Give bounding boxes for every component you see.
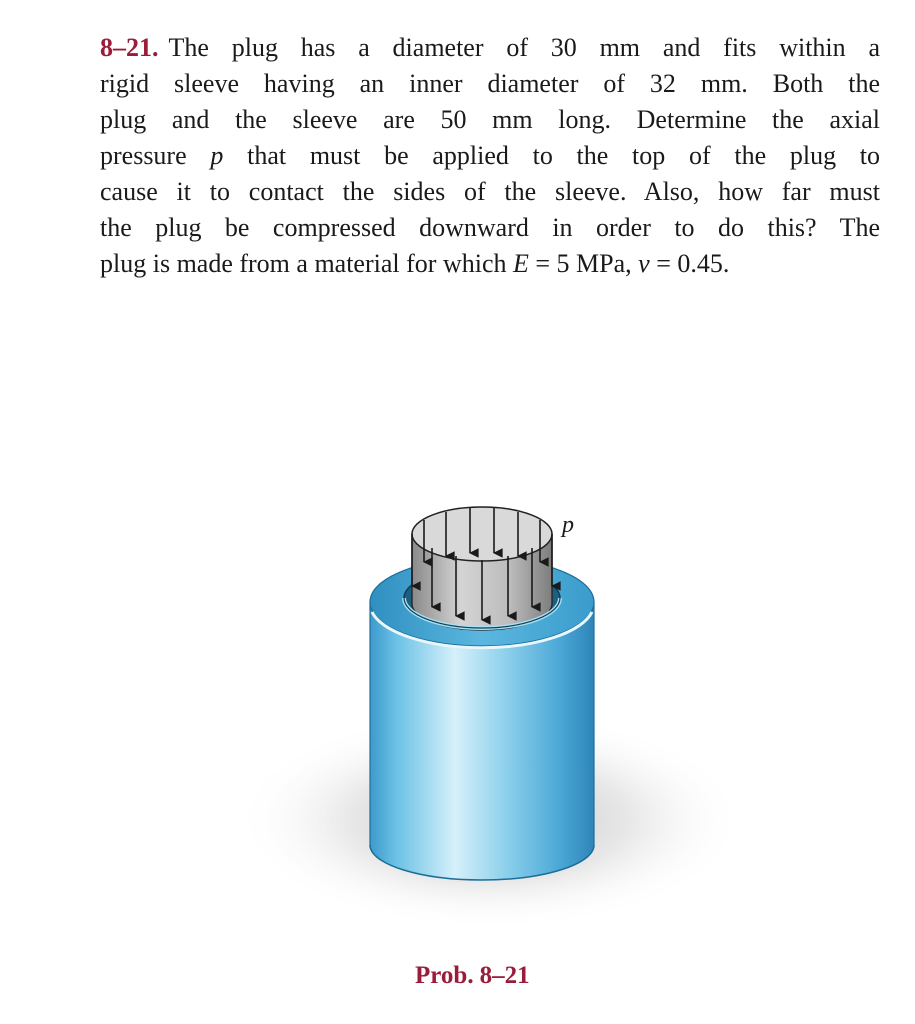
modulus-symbol: E: [512, 249, 529, 278]
pressure-label: p: [562, 512, 574, 538]
pressure-symbol: p: [210, 141, 224, 170]
poisson-value: = 0.45.: [649, 249, 730, 278]
poisson-symbol: ν: [638, 249, 650, 278]
problem-line-6: the plug be compressed downward in order to do this? The: [100, 213, 880, 242]
problem-line-2: rigid sleeve having an inner diameter of 32 mm. Both the: [100, 69, 880, 98]
problem-number: 8–21.: [100, 33, 159, 62]
problem-line-7: plug is made from a material for which E = 5 MPa, ν = 0.45.: [100, 249, 730, 278]
problem-line-3: plug and the sleeve are 50 mm long. Determine the axial: [100, 105, 880, 134]
problem-line-4: pressure p that must be applied to the top of the plug to: [100, 141, 881, 170]
modulus-value: = 5 MPa,: [528, 249, 639, 278]
problem-line-1: 8–21. The plug has a diameter of 30 mm and fits within a: [100, 33, 880, 62]
plug-top-face: [412, 507, 552, 561]
problem-line-5: cause it to contact the sides of the sleeve. Also, how far must: [100, 177, 880, 206]
figure-caption: Prob. 8–21: [415, 962, 530, 989]
